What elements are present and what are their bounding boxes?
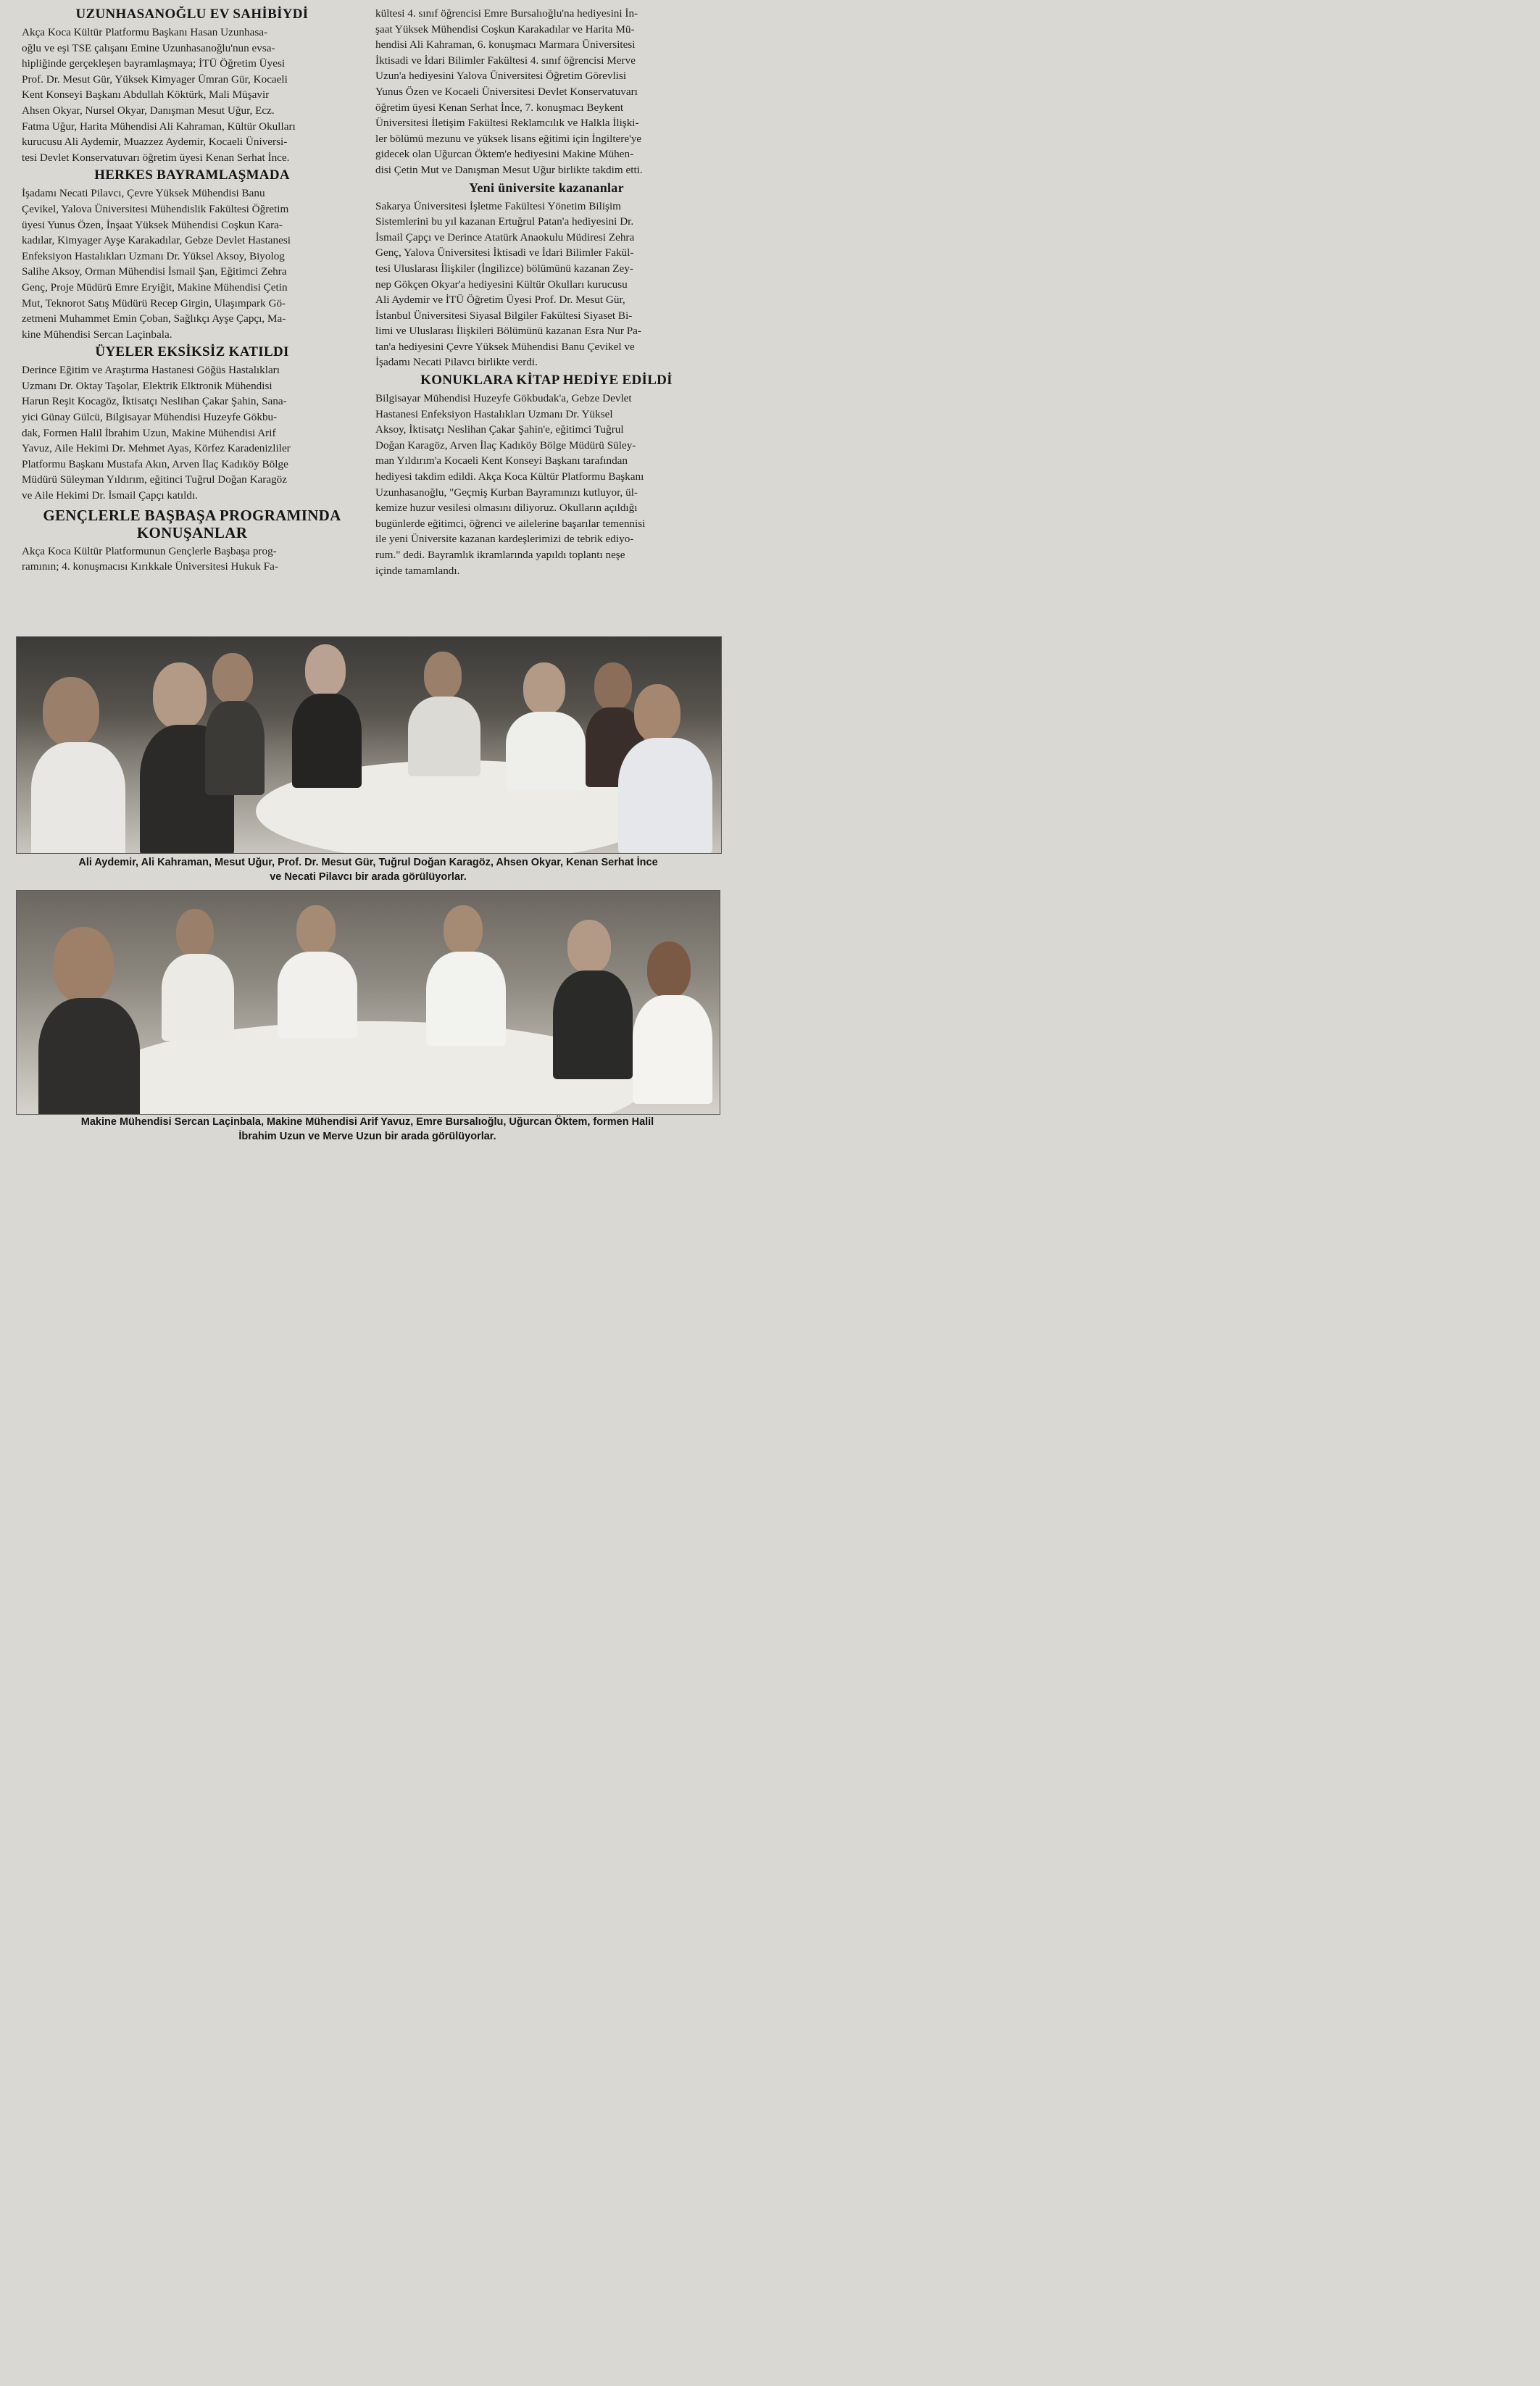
paragraph-members: Derince Eğitim ve Araştırma Hastanesi Göğüs Hastalıkları Uzmanı Dr. Oktay Taşolar, Elektrik Elktronik Mühendisi Harun Reşit Kocagöz, İktisatçı Neslihan Çakar Şahin, Sana- yici Günay Gülcü, Bilgisayar Mühendisi Huzeyfe Gökbu- dak, Formen Halil İbrahim Uzun, Makine Mühendisi Arif Yavuz, Aile Hekimi Dr. Mehmet Ayas, Körfez Karadenizliler Platformu Başkanı Mustafa Akın, Arven İlaç Kadıköy Bölge Müdürü Süleyman Yıldırım, eğitinci Tuğrul Doğan Karagöz ve Aile Hekimi Dr. İsmail Çapçı katıldı. <box>22 364 291 502</box>
person-figure <box>162 909 234 1041</box>
paragraph-speakers-continued: kültesi 4. sınıf öğrencisi Emre Bursalıoğlu'na hediyesini İn- şaat Yüksek Mühendisi Coşkun Karakadılar ve Harita Mü- hendisi Ali Kahraman, 6. konuşmacı Marmara Üniversitesi İktisadi ve İdari Bilimler Fakültesi 4. sınıf öğrencisi Merve Uzun'a hediyesini Yalova Üniversitesi Öğretim Görevlisi Yunus Özen ve Kocaeli Üniversitesi Devlet Konservatuvarı öğretim üyesi Kenan Serhat İnce, 7. konuşmacı Beykent Üniversitesi İletişim Fakültesi Reklamcılık ve Halkla İlişki- ler bölümü mezunu ve yüksek lisans eğitimi için İngiltere'ye gidecek olan Uğurcan Öktem'e hediyesini Makine Mühen- disi Çetin Mut ve Danışman Mesut Uğur birlikte takdim etti. <box>375 7 643 176</box>
newspaper-clipping <box>0 0 733 1142</box>
heading-genclerle-basbasa: GENÇLERLE BAŞBAŞA PROGRAMINDA KONUŞANLAR <box>43 506 341 541</box>
heading-yeni-universite: Yeni üniversite kazananlar <box>469 180 624 195</box>
paragraph-host: Akça Koca Kültür Platformu Başkanı Hasan Uzunhasa- oğlu ve eşi TSE çalışanı Emine Uzunhasanoğlu'nun evsa- hipliğinde gerçekleşen bayramlaşmaya; İTÜ Öğretim Üyesi Prof. Dr. Mesut Gür, Yüksek Kimyager Ümran Gür, Kocaeli Kent Konseyi Başkanı Abdullah Köktürk, Mali Müşavir Ahsen Okyar, Nursel Okyar, Danışman Mesut Uğur, Ecz. Fatma Uğur, Harita Mühendisi Ali Kahraman, Kültür Okulları kurucusu Ali Aydemir, Muazzez Aydemir, Kocaeli Üniversi- tesi Devlet Konservatuvarı öğretim üyesi Kenan Serhat İnce. <box>22 26 296 164</box>
person-figure <box>553 920 633 1079</box>
photo-caption-1: Ali Aydemir, Ali Kahraman, Mesut Uğur, Prof. Dr. Mesut Gür, Tuğrul Doğan Karagöz, Ahsen Okyar, Kenan Serhat İnce ve Necati Pilavcı bir arada görülüyorlar. <box>78 857 658 883</box>
group-photo-adults <box>16 636 722 854</box>
heading-konuklara-kitap: KONUKLARA KİTAP HEDİYE EDİLDİ <box>420 373 673 388</box>
heading-herkes-bayramlasmada: HERKES BAYRAMLAŞMADA <box>94 167 290 183</box>
person-figure <box>633 941 712 1104</box>
paragraph-new-students: Sakarya Üniversitesi İşletme Fakültesi Yönetim Bilişim Sistemlerini bu yıl kazanan Ertuğrul Patan'a hediyesini Dr. İsmail Çapçı ve Derince Atatürk Anaokulu Müdiresi Zehra Genç, Yalova Üniversitesi İktisadi ve İdari Bilimler Fakül- tesi Uluslarası İlişkiler (İngilizce) bölümünü kazanan Zey- nep Gökçen Okyar'a hediyesini Kültür Okulları kurucusu Ali Aydemir ve İTÜ Öğretim Üyesi Prof. Dr. Mesut Gür, İstanbul Üniversitesi Siyasal Bilgiler Fakültesi Siyaset Bi- limi ve Uluslarası İlişkileri Bölümünü kazanan Esra Nur Pa- tan'a hediyesini Çevre Yüksek Mühendisi Banu Çevikel ve İşadamı Necati Pilavcı birlikte verdi. <box>375 199 641 369</box>
person-figure <box>408 652 480 776</box>
group-photo-youth <box>16 890 720 1115</box>
person-figure <box>278 905 357 1039</box>
person-figure <box>426 905 506 1046</box>
photo-caption-2: Makine Mühendisi Sercan Laçinbala, Makine Mühendisi Arif Yavuz, Emre Bursalıoğlu, Uğurcan Öktem, formen Halil İbrahim Uzun ve Merve Uzun bir arada görülüyorlar. <box>80 1116 654 1142</box>
person-figure <box>618 684 712 854</box>
right-column <box>375 6 717 578</box>
paragraph-attendees: İşadamı Necati Pilavcı, Çevre Yüksek Mühendisi Banu Çevikel, Yalova Üniversitesi Mühendislik Fakültesi Öğretim üyesi Yunus Özen, İnşaat Yüksek Mühendisi Coşkun Kara- kadılar, Kimyager Ayşe Karakadılar, Gebze Devlet Hastanesi Enfeksiyon Hastalıkları Uzmanı Dr. Yüksel Aksoy, Biyolog Salihe Aksoy, Orman Mühendisi İsmail Şan, Eğitimci Zehra Genç, Proje Müdürü Emre Eryiğit, Makine Mühendisi Çetin Mut, Teknorot Satış Müdürü Recep Girgin, Ulaşımpark Gö- zetmeni Muhammet Emin Çoban, Sağlıkçı Ayşe Çapçı, Ma- kine Mühendisi Sercan Laçinbala. <box>22 187 291 341</box>
heading-uyeler-eksiksiz: ÜYELER EKSİKSİZ KATILDI <box>95 344 289 360</box>
paragraph-book-gifts: Bilgisayar Mühendisi Huzeyfe Gökbudak'a, Gebze Devlet Hastanesi Enfeksiyon Hastalıkları Uzmanı Dr. Yüksel Aksoy, İktisatçı Neslihan Çakar Şahin'e, eğitimci Tuğrul Doğan Karagöz, Arven İlaç Kadıköy Bölge Müdürü Süley- man Yıldırım'a Kocaeli Kent Konseyi Başkanı tarafından hediyesi takdim edildi. Akça Koca Kültür Platformu Başkanı Uzunhasanoğlu, "Geçmiş Kurban Bayramınızı kutluyor, ül- kemize huzur vesilesi olmasını diliyoruz. Okulların açıldığı bugünlerde eğitimci, öğrenci ve ailelerine başarılar temennisi ile yeni Üniversite kazanan kardeşlerimizi de tebrik ediyo- rum." dedi. Bayramlık ikramlarında yapıldı toplantı neşe içinde tamamlandı. <box>375 392 646 577</box>
person-figure <box>38 927 140 1115</box>
person-figure <box>292 644 362 788</box>
heading-uzunhasanoglu: UZUNHASANOĞLU EV SAHİBİYDİ <box>75 7 309 22</box>
person-figure <box>205 653 265 795</box>
person-figure <box>506 662 586 791</box>
left-column <box>22 6 362 575</box>
person-figure <box>31 677 125 854</box>
paragraph-speakers-start: Akça Koca Kültür Platformunun Gençlerle Başbaşa prog- ramının; 4. konuşmacısı Kırıkkale Üniversitesi Hukuk Fa- <box>22 544 278 573</box>
